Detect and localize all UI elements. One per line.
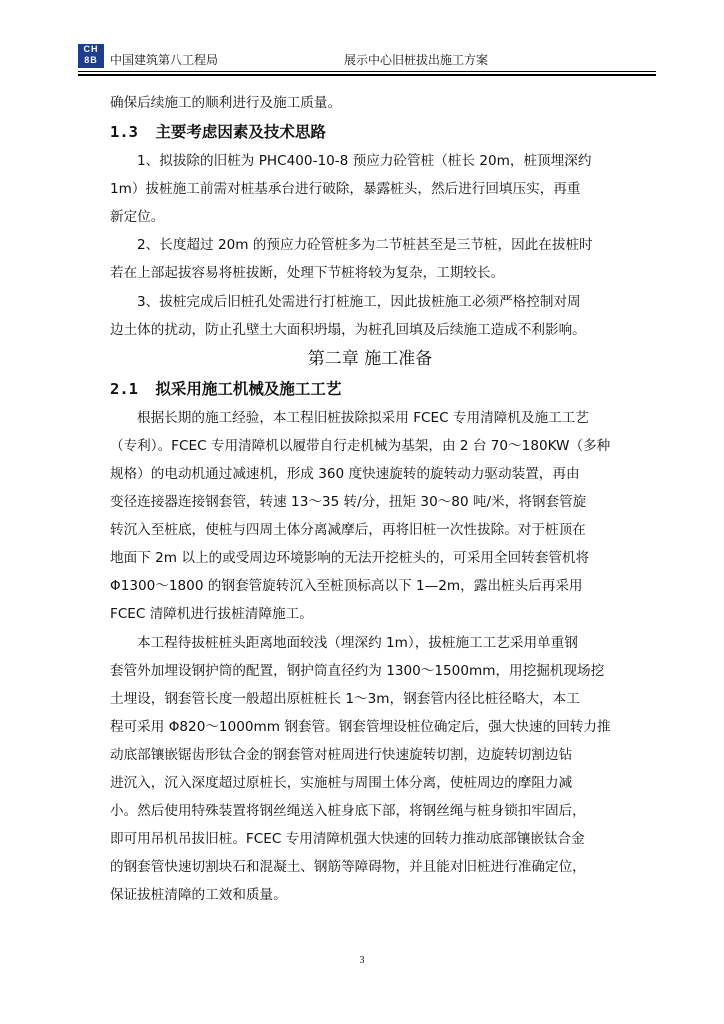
page-number: 3 [359,955,365,966]
chapter-heading: 第二章 施工准备 [307,348,433,369]
text-line: 根据长期的施工经验，本工程旧桩拔除拟采用 FCEC 专用清障机及施工工艺 [137,409,589,426]
text-line: 确保后续施工的顺利进行及施工质量。 [110,95,342,111]
text-line: 套管外加埋设钢护筒的配置，钢护筒直径约为 1300～1500mm，用挖掘机现场挖 [110,662,605,679]
text-line: 地面下 2m 以上的或受周边环境影响的无法开挖桩头的，可采用全回转套管机将 [110,550,590,567]
section-number: 1.3 [110,123,138,142]
text-line: 动底部镶嵌锯齿形钛合金的钢套管对桩周进行快速旋转切割，边旋转切割边钻 [110,746,573,763]
text-line: 保证拔桩清障的工效和质量。 [110,887,287,904]
company-logo [78,44,104,68]
text-line: Φ1300～1800 的钢套管旋转沉入至桩顶标高以下 1—2m，露出桩头后再采用 [110,578,583,595]
continued-paragraph [110,89,630,117]
logo-text-line-2: 8B [84,55,98,65]
text-line: 边土体的扰动，防止孔壁土大面积坍塌，为桩孔回填及后续施工造成不利影响。 [110,321,586,338]
paragraph [110,231,630,287]
text-line: 程可采用 Φ820～1000mm 钢套管。钢套管埋设桩位确定后，强大快速的回转力推 [110,718,611,735]
paragraph [110,629,630,910]
header-rule-thin [78,71,656,72]
text-line: 1、拟拔除的旧桩为 PHC400-10-8 预应力砼管桩（桩长 20m，桩顶埋深约 [137,153,592,170]
text-line: 转沉入至桩底，使桩与四周土体分离减摩后，再将旧桩一次性拔除。对于桩顶在 [110,522,586,539]
organization-name: 中国建筑第八工程局 [110,53,219,67]
text-line: 若在上部起拔容易将桩拔断，处理下节桩将较为复杂，工期较长。 [110,265,505,282]
text-line: 变径连接器连接钢套管，转速 13～35 转/分，扭矩 30～80 吨/米，将钢套管旋 [110,494,587,511]
text-line: 本工程待拔桩桩头距离地面较浅（埋深约 1m），拔桩施工工艺采用单重钢 [137,634,578,651]
paragraph [110,404,630,629]
text-line: 规格）的电动机通过减速机，形成 360 度快速旋转的旋转动力驱动装置，再由 [110,465,580,482]
text-line: 小。然后使用特殊装置将钢丝绳送入桩身底下部，将钢丝绳与桩身锁扣牢固后， [110,803,586,820]
section-title: 拟采用施工机械及施工工艺 [155,379,342,398]
document-title: 展示中心旧桩拔出施工方案 [344,53,489,67]
text-line: 2、长度超过 20m 的预应力砼管桩多为二节桩甚至是三节桩，因此在拔桩时 [137,237,593,254]
section-heading-2-1 [110,374,630,404]
text-line: 1m）拔桩施工前需对桩基承台进行破除，暴露桩头，然后进行回填压实，再重 [110,181,581,198]
text-line: 3、拔桩完成后旧桩孔处需进行打桩施工，因此拔桩施工必须严格控制对周 [137,293,581,310]
section-heading-1-3 [110,117,630,147]
section-number: 2.1 [110,379,138,398]
header-rule-thick [78,74,656,76]
paragraph [110,147,630,231]
section-title: 主要考虑因素及技术思路 [155,123,326,142]
text-line: 进沉入，沉入深度超过原桩长，实施桩与周围土体分离，使桩周边的摩阻力减 [110,774,573,791]
page-body [110,89,630,909]
text-line: 新定位。 [110,209,165,226]
paragraph [110,288,630,344]
text-line: 土埋设，钢套管长度一般超出原桩桩长 1～3m，钢套管内径比桩径略大，本工 [110,690,580,707]
logo-text-line-1: CH [83,44,99,54]
text-line: 即可用吊机吊拔旧桩。FCEC 专用清障机强大快速的回转力推动底部镶嵌钛合金 [110,831,585,848]
page-header [78,41,656,71]
text-line: （专利）。FCEC 专用清障机以履带自行走机械为基架，由 2 台 70～180KW（多种 [110,437,611,454]
text-line: 的钢套管快速切割块石和混凝土、钢筋等障碍物，并且能对旧桩进行准确定位， [110,859,586,876]
text-line: FCEC 清障机进行拔桩清障施工。 [110,606,313,623]
